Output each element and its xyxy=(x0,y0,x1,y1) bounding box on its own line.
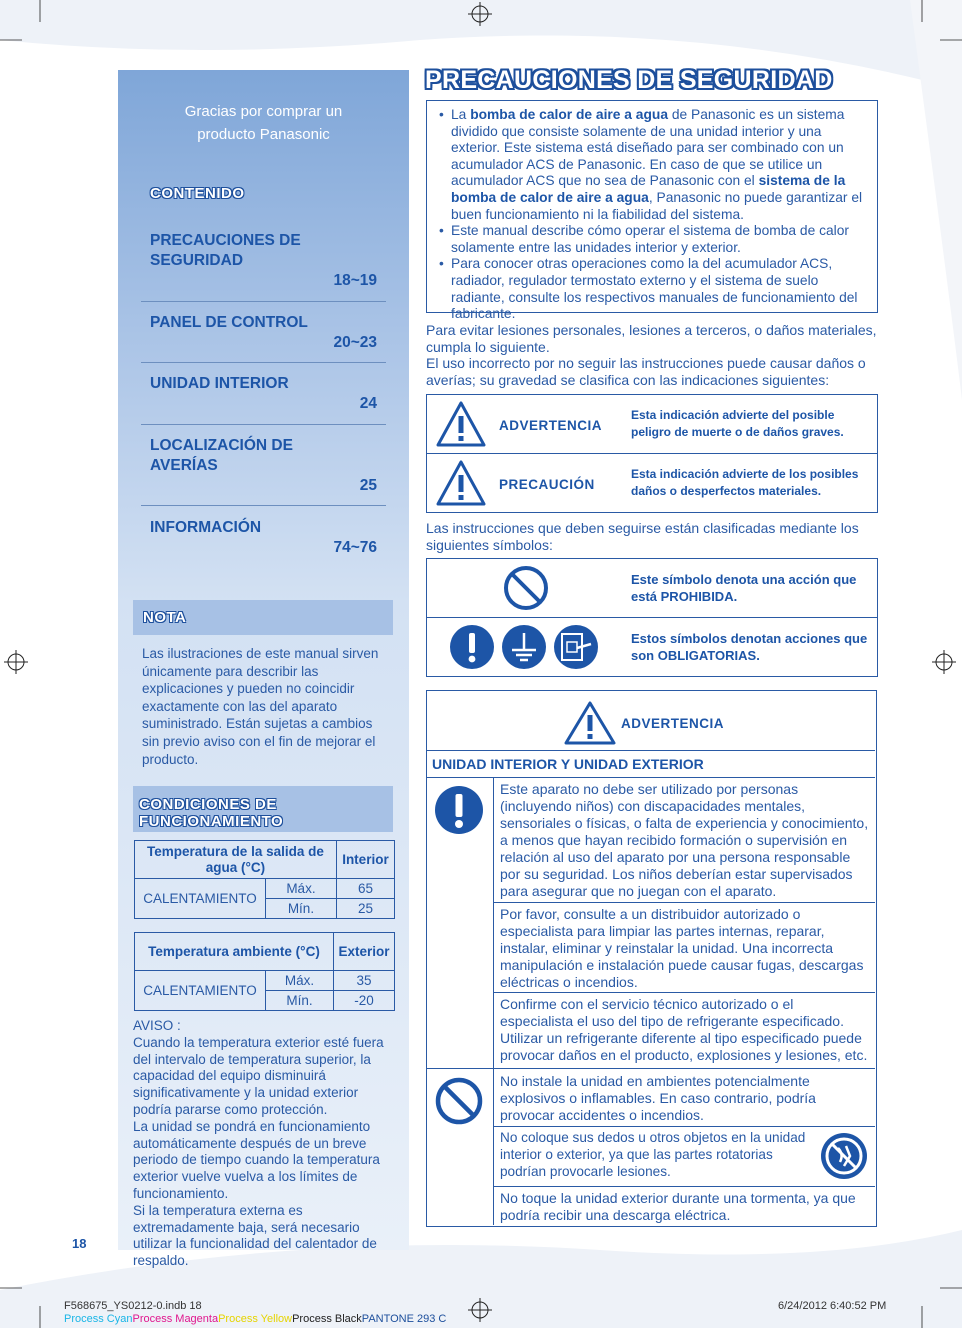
aviso-note: AVISO : Cuando la temperatura exterior esté fuera del intervalo de temperatura superior, la capacidad del equipo disminuirá significativamente y la unidad exterior podría pararse como protección. La unidad se pondrá en funcionamiento automáticamente después de un breve periodo de tiempo cuando la temperatura exterior vuelve vuelva a los límites de funcionamiento. Si la temperatura externa es extremadamente baja, será necesario utilizar la funcionalidad del calentador de respaldo. xyxy=(133,1018,384,1269)
warning-triangle-icon xyxy=(435,459,487,507)
max-value: 35 xyxy=(333,971,394,991)
table-header: Temperatura ambiente (°C) xyxy=(135,933,334,971)
conditions-heading: CONDICIONES DE FUNCIONAMIENTO xyxy=(139,796,284,830)
ground-icon xyxy=(501,624,547,670)
page-number: 18 xyxy=(72,1236,87,1251)
mandatory-item: Confirme con el servicio técnico autorizado o el especialista el uso del tipo de refrigerante especificado. Utilizar un refrigerante diferente al tipo especificado puede provocar daños en el producto, explosiones y lesiones, etc. xyxy=(500,996,868,1063)
footer-file: F568675_YS0212-0.indb 18 xyxy=(64,1300,202,1312)
table-divider xyxy=(493,777,494,1225)
prohibited-symbol-row xyxy=(426,558,878,618)
footer-date: 6/24/2012 6:40:52 PM xyxy=(778,1300,887,1312)
section-title: UNIDAD INTERIOR Y UNIDAD EXTERIOR xyxy=(432,756,704,772)
mode-cell: CALENTAMIENTO xyxy=(135,879,266,919)
min-value: 25 xyxy=(336,899,394,919)
advertencia-row xyxy=(426,394,878,454)
prohibited-item: No toque la unidad exterior durante una tormenta, ya que podría recibir una descarga eléctrica. xyxy=(500,1190,856,1223)
mode-cell: CALENTAMIENTO xyxy=(135,971,266,1011)
table-header: Temperatura de la salida de agua (°C) xyxy=(135,841,337,879)
toc-divider xyxy=(141,301,386,302)
advertencia-label: ADVERTENCIA xyxy=(499,418,603,433)
prohibited-description: Este símbolo denota una acción que está PROHIBIDA. xyxy=(631,572,857,604)
prohibited-icon xyxy=(503,565,549,611)
toc-item-control-panel[interactable]: PANEL DE CONTROL 20~23 xyxy=(150,314,377,351)
intro-bullet: • Para conocer otras operaciones como la del acumulador ACS, radiador, regulador termostato externo y el sistema de suelo radiante, consulte los respectivos manuales de funcionamiento del fabricante. xyxy=(433,256,871,322)
symbols-intro: Las instrucciones que deben seguirse están clasificadas mediante los siguientes símbolos: xyxy=(426,520,859,553)
intro-bullet: • Este manual describe cómo operar el sistema de bomba de calor solamente entre las unidades interior y exterior. xyxy=(433,223,871,256)
table-header: Interior xyxy=(336,841,394,879)
mandatory-item: Este aparato no debe ser utilizado por personas (incluyendo niños) con discapacidades mentales, sensoriales o físicas, o falta de experiencia y conocimiento, a menos que hayan recibido formación o supervisión en relación al uso del aparato por una persona responsable por su seguridad. Los niños deberían estar supervisados para asegurar que no juegan con el aparato. xyxy=(500,781,869,899)
min-value: -20 xyxy=(333,991,394,1011)
advertencia-description: Esta indicación advierte del posible peligro de muerte o de daños graves. xyxy=(631,408,844,439)
max-value: 65 xyxy=(336,879,394,899)
precaucion-description: Esta indicación advierte de los posibles daños o desperfectos materiales. xyxy=(631,467,859,498)
warning-triangle-icon xyxy=(435,400,487,448)
intro-bullet: • La bomba de calor de aire a agua de Panasonic es un sistema dividido que consiste solamente de una unidad interior y una exterior. Este sistema está diseñado para ser combinado con un acumulador ACS de Panasonic. En caso de que se utilice un acumulador ACS que no sea de Panasonic con el sistema de la bomba de calor de aire a agua, Panasonic no puede garantizar el buen funcionamiento ni la fiabilidad del sistema. xyxy=(433,107,871,223)
contents-heading: CONTENIDO xyxy=(150,185,245,202)
footer-color-separations: Process CyanProcess MagentaProcess YellowProcess BlackPANTONE 293 C xyxy=(64,1313,447,1325)
min-label: Mín. xyxy=(266,899,337,919)
nota-heading: NOTA xyxy=(143,609,187,626)
table-divider xyxy=(427,777,875,778)
min-label: Mín. xyxy=(266,991,334,1011)
table-divider xyxy=(494,902,875,903)
nota-text: Las ilustraciones de este manual sirven únicamente para describir las explicaciones y pueden no coincidir exactamente con las del aparato suministrado. Están sujetas a cambios sin previo aviso con el fin de mejorar el producto. xyxy=(142,646,379,767)
prohibited-icon xyxy=(434,1076,484,1126)
intro-paragraph: Para evitar lesiones personales, lesiones a terceros, o daños materiales, cumpla lo siguiente. El uso incorrecto por no seguir las instrucciones puede causar daños o averías; su gravedad se clasifica con las indicaciones siguientes: xyxy=(426,322,877,388)
registration-mark-icon xyxy=(468,1298,492,1322)
table-divider xyxy=(494,992,875,993)
table-divider xyxy=(427,1068,875,1069)
warning-triangle-icon xyxy=(562,700,618,746)
mandatory-item: Por favor, consulte a un distribuidor autorizado o especialista para limpiar las partes internas, reparar, instalar, eliminar y reinstalar la unidad. Una incorrecta manipulación e instalación puede causar fugas, descargas eléctricas o incendios. xyxy=(500,906,864,990)
mandatory-exclamation-icon xyxy=(434,785,484,835)
warning-header-label: ADVERTENCIA xyxy=(621,716,725,731)
table-divider xyxy=(494,1126,875,1127)
mandatory-exclamation-icon xyxy=(449,624,495,670)
registration-mark-icon xyxy=(468,2,492,26)
water-temperature-table xyxy=(134,840,395,919)
mandatory-description: Estos símbolos denotan acciones que son OBLIGATORIAS. xyxy=(631,631,868,663)
registration-mark-icon xyxy=(4,650,28,674)
prohibited-item: No coloque sus dedos u otros objetos en la unidad interior o exterior, ya que las partes rotatorias podrían provocarle lesiones. xyxy=(500,1130,806,1179)
toc-item-indoor-unit[interactable]: UNIDAD INTERIOR 24 xyxy=(150,375,377,412)
toc-item-safety[interactable]: PRECAUCIONES DE SEGURIDAD 18~19 xyxy=(150,232,377,289)
prohibited-item: No instale la unidad en ambientes potencialmente explosivos o inflamables. En caso contrario, podría provocar accidentes o incendios. xyxy=(500,1073,816,1123)
ambient-temperature-table xyxy=(134,932,395,1011)
unplug-icon xyxy=(553,624,599,670)
table-divider xyxy=(494,1186,875,1187)
table-divider xyxy=(427,750,875,751)
intro-box xyxy=(426,100,878,322)
toc-item-troubleshooting[interactable]: LOCALIZACIÓN DE AVERÍAS 25 xyxy=(150,437,377,494)
mandatory-symbol-row xyxy=(426,617,878,677)
page-title: PRECAUCIONES DE SEGURIDAD xyxy=(425,66,833,94)
precaucion-label: PRECAUCIÓN xyxy=(499,477,595,492)
max-label: Máx. xyxy=(266,879,337,899)
toc-divider xyxy=(141,424,386,425)
toc-divider xyxy=(141,362,386,363)
registration-mark-icon xyxy=(932,650,956,674)
no-fingers-fan-icon xyxy=(820,1132,868,1180)
precaucion-row xyxy=(426,453,878,513)
toc-divider xyxy=(141,505,386,506)
max-label: Máx. xyxy=(266,971,334,991)
toc-item-information[interactable]: INFORMACIÓN 74~76 xyxy=(150,519,377,556)
thanks-message: Gracias por comprar un producto Panasonic xyxy=(184,103,343,143)
table-header: Exterior xyxy=(333,933,394,971)
